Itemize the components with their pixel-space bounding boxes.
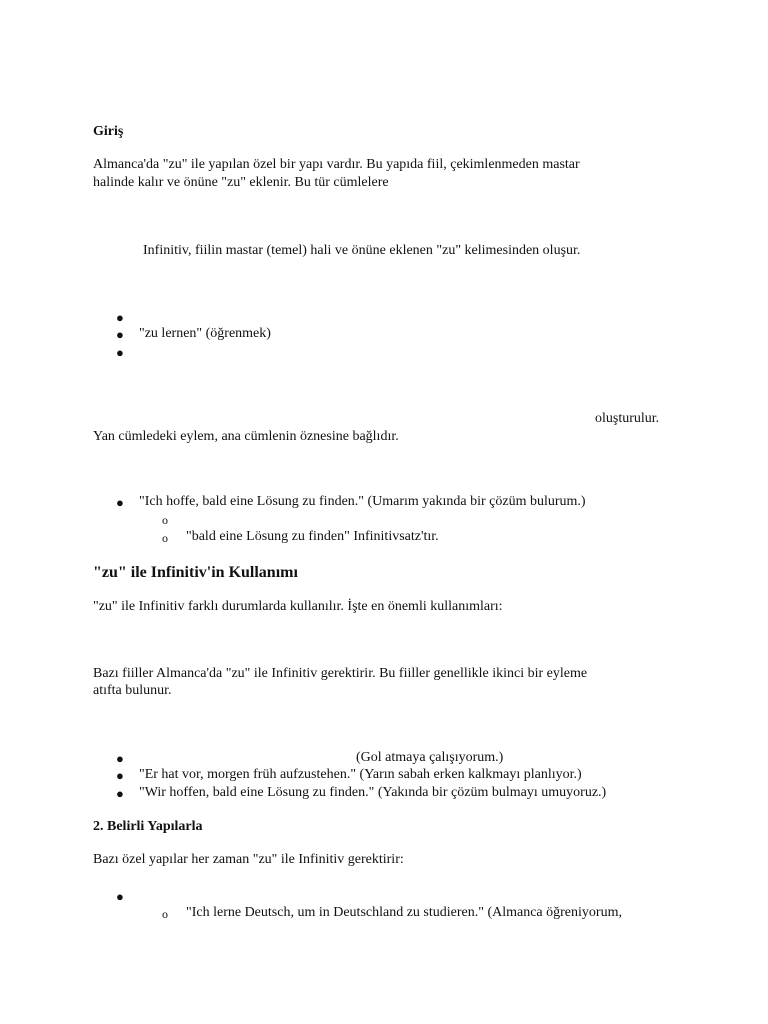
- intro-line-2: halinde kalır ve önüne "zu" eklenir. Bu tür cümlelere: [93, 175, 389, 190]
- circle-bullet-icon: o: [162, 907, 168, 921]
- bullet-icon: ●: [116, 345, 124, 360]
- bullet-icon: ●: [116, 495, 124, 510]
- bullet-icon: ●: [116, 327, 124, 342]
- yan-cumle-text: Yan cümledeki eylem, ana cümlenin öznesine bağlıdır.: [93, 429, 399, 444]
- fiiller-line-1: Bazı fiiller Almanca'da "zu" ile Infinitiv gerektirir. Bu fiiller genellikle ikinci bir eyleme: [93, 666, 588, 681]
- fiiller-line-2: atıfta bulunur.: [93, 683, 172, 698]
- list2-item-2: "Er hat vor, morgen früh aufzustehen." (Yarın sabah erken kalkmayı planlıyor.): [139, 767, 582, 782]
- example-1: "Ich hoffe, bald eine Lösung zu finden." (Umarım yakında bir çözüm bulurum.): [139, 494, 586, 509]
- bullet-icon: ●: [116, 751, 124, 766]
- intro-line-1: Almanca'da "zu" ile yapılan özel bir yapı vardır. Bu yapıda fiil, çekimlenmeden mastar: [93, 157, 580, 172]
- circle-bullet-icon: o: [162, 531, 168, 545]
- list3-sub-1: "Ich lerne Deutsch, um in Deutschland zu studieren." (Almanca öğreniyorum,: [186, 905, 622, 920]
- list1-item-2: "zu lernen" (öğrenmek): [139, 326, 271, 341]
- circle-bullet-icon: o: [162, 513, 168, 527]
- heading-giris: Giriş: [93, 124, 124, 139]
- bullet-icon: ●: [116, 310, 124, 325]
- heading-belirli: 2. Belirli Yapılarla: [93, 819, 203, 834]
- bullet-icon: ●: [116, 786, 124, 801]
- list2-item-1: (Gol atmaya çalışıyorum.): [356, 750, 504, 765]
- example-1-sub-2: "bald eine Lösung zu finden" Infinitivsatz'tır.: [186, 529, 439, 544]
- olusturulur-text: oluşturulur.: [595, 411, 660, 426]
- kullanim-intro: "zu" ile Infinitiv farklı durumlarda kullanılır. İşte en önemli kullanımları:: [93, 599, 503, 614]
- bullet-icon: ●: [116, 768, 124, 783]
- definition-text: Infinitiv, fiilin mastar (temel) hali ve önüne eklenen "zu" kelimesinden oluşur.: [143, 243, 581, 258]
- list2-item-3: "Wir hoffen, bald eine Lösung zu finden." (Yakında bir çözüm bulmayı umuyoruz.): [139, 785, 607, 800]
- heading-kullanim: "zu" ile Infinitiv'in Kullanımı: [93, 564, 298, 581]
- bullet-icon: ●: [116, 889, 124, 904]
- belirli-intro: Bazı özel yapılar her zaman "zu" ile Infinitiv gerektirir:: [93, 852, 404, 867]
